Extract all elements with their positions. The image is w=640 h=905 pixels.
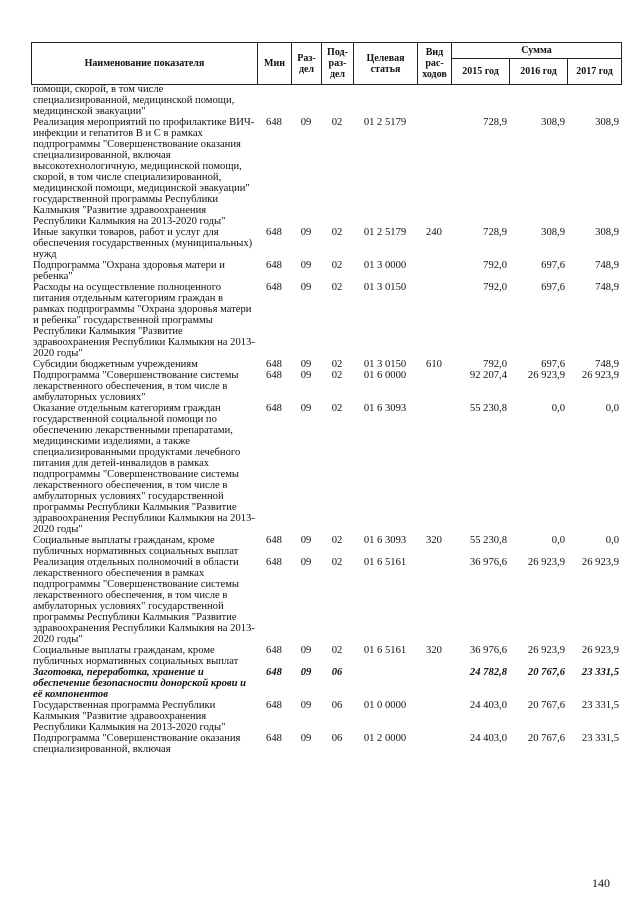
cell-name: Реализация мероприятий по профилактике ВИЧ-инфекции и гепатитов В и С в рамках подпрограммы "Совершенствование оказания специализированной, включая высокотехнологичную, медицинской помощи, скорой, в том числе специализированной, медицинской помощи, медицинской эвакуации" государственной программы Республики Калмыкия "Развитие здравоохранения Республики Калмыкия на 2013-2020 годы" — [33, 117, 255, 227]
cell-min: 648 — [266, 700, 282, 711]
cell-y16: 308,9 — [541, 227, 565, 238]
cell-razd: 09 — [300, 282, 312, 293]
cell-y16: 20 767,6 — [527, 733, 565, 744]
table-row — [31, 282, 621, 359]
header-sum: Сумма — [452, 43, 622, 59]
cell-y16: 0,0 — [551, 535, 565, 546]
cell-name: Заготовка, переработка, хранение и обеспечение безопасности донорской крови и её компонентов — [33, 667, 247, 700]
cell-y16: 697,6 — [541, 282, 565, 293]
cell-vr: 320 — [426, 645, 442, 656]
cell-min: 648 — [266, 227, 282, 238]
cell-y17: 748,9 — [595, 282, 619, 293]
cell-pod: 02 — [331, 260, 343, 271]
header-razdel: Раз- дел — [292, 43, 322, 85]
cell-name: Подпрограмма "Охрана здоровья матери и ребенка" — [33, 260, 225, 282]
cell-min: 648 — [266, 733, 282, 744]
cell-pod: 06 — [331, 733, 343, 744]
cell-razd: 09 — [300, 645, 312, 656]
header-2017: 2017 год — [568, 59, 622, 85]
cell-y17: 23 331,5 — [581, 733, 619, 744]
cell-y15: 792,0 — [483, 282, 507, 293]
cell-pod: 06 — [331, 667, 343, 678]
cell-razd: 09 — [300, 359, 312, 370]
cell-min: 648 — [266, 117, 282, 128]
cell-name: Субсидии бюджетным учреждениям — [33, 359, 198, 370]
cell-razd: 09 — [300, 403, 312, 414]
cell-y15: 92 207,4 — [469, 370, 507, 381]
table-row — [31, 370, 621, 403]
table-row — [31, 557, 621, 645]
cell-razd: 09 — [300, 733, 312, 744]
cell-razd: 09 — [300, 117, 312, 128]
cell-pod: 02 — [331, 403, 343, 414]
table-body — [31, 84, 621, 755]
cell-razd: 09 — [300, 700, 312, 711]
cell-min: 648 — [266, 282, 282, 293]
cell-min: 648 — [266, 260, 282, 271]
cell-min: 648 — [266, 557, 282, 568]
cell-pod: 02 — [331, 557, 343, 568]
table-row — [31, 535, 621, 557]
cell-y17: 23 331,5 — [581, 700, 619, 711]
table-row — [31, 733, 621, 755]
cell-pod: 06 — [331, 700, 343, 711]
cell-cs: 01 2 5179 — [363, 227, 407, 238]
cell-y17: 308,9 — [595, 227, 619, 238]
cell-name: помощи, скорой, в том числе специализированной, медицинской помощи, медицинской эвакуации" — [33, 84, 235, 117]
cell-y15: 728,9 — [483, 227, 507, 238]
header-name: Наименование показателя — [32, 43, 258, 85]
cell-pod: 02 — [331, 282, 343, 293]
cell-y15: 24 782,8 — [469, 667, 507, 678]
cell-y17: 748,9 — [595, 359, 619, 370]
cell-vr: 610 — [426, 359, 442, 370]
cell-y17: 308,9 — [595, 117, 619, 128]
cell-razd: 09 — [300, 227, 312, 238]
cell-pod: 02 — [331, 359, 343, 370]
cell-cs: 01 3 0150 — [363, 282, 407, 293]
cell-y15: 728,9 — [483, 117, 507, 128]
cell-pod: 02 — [331, 645, 343, 656]
cell-y15: 36 976,6 — [469, 645, 507, 656]
cell-razd: 09 — [300, 667, 312, 678]
cell-cs: 01 6 5161 — [363, 557, 407, 568]
cell-y17: 0,0 — [605, 535, 619, 546]
cell-min: 648 — [266, 645, 282, 656]
cell-y15: 24 403,0 — [469, 700, 507, 711]
cell-vr: 320 — [426, 535, 442, 546]
cell-name: Социальные выплаты гражданам, кроме публичных нормативных социальных выплат — [33, 645, 239, 667]
cell-y15: 792,0 — [483, 359, 507, 370]
table-header — [31, 42, 622, 85]
table-row — [31, 700, 621, 733]
cell-min: 648 — [266, 370, 282, 381]
cell-y16: 697,6 — [541, 359, 565, 370]
table-row — [31, 260, 621, 282]
cell-cs: 01 2 5179 — [363, 117, 407, 128]
cell-cs: 01 0 0000 — [363, 700, 407, 711]
table-row — [31, 227, 621, 260]
cell-name: Реализация отдельных полномочий в области лекарственного обеспечения в рамках подпрограммы "Совершенствование системы лекарственного обеспечения, в том числе в амбулаторных условиях" государственной программы Республики Калмыкия "Развитие здравоохранения Республики Калмыкия на 2013-2020 годы" — [33, 557, 255, 645]
cell-razd: 09 — [300, 260, 312, 271]
cell-y15: 792,0 — [483, 260, 507, 271]
cell-name: Иные закупки товаров, работ и услуг для обеспечения государственных (муниципальных) нужд — [33, 227, 253, 260]
cell-razd: 09 — [300, 535, 312, 546]
cell-name: Подпрограмма "Совершенствование оказания специализированной, включая — [33, 733, 241, 755]
header-2016: 2016 год — [510, 59, 568, 85]
cell-pod: 02 — [331, 370, 343, 381]
cell-y16: 26 923,9 — [527, 645, 565, 656]
cell-name: Оказание отдельным категориям граждан государственной социальной помощи по обеспечению лекарственными препаратами, медицинскими изделиями, а также специализированными продуктами лечебного питания для детей-инвалидов в рамках подпрограммы "Совершенствование системы лекарственного обеспечения, в том числе в амбулаторных условиях" государственной программы Республики Калмыкия "Развитие здравоохранения Республики Калмыкия на 2013-2020 годы" — [33, 403, 255, 535]
cell-min: 648 — [266, 359, 282, 370]
cell-min: 648 — [266, 403, 282, 414]
cell-name: Государственная программа Республики Калмыкия "Развитие здравоохранения Республики Калмыкия на 2013-2020 годы" — [33, 700, 226, 733]
cell-cs: 01 3 0000 — [363, 260, 407, 271]
cell-name: Социальные выплаты гражданам, кроме публичных нормативных социальных выплат — [33, 535, 239, 557]
cell-y16: 20 767,6 — [527, 667, 565, 678]
header-2015: 2015 год — [452, 59, 510, 85]
cell-vr: 240 — [426, 227, 442, 238]
table-row — [31, 403, 621, 535]
cell-y17: 26 923,9 — [581, 370, 619, 381]
cell-y17: 748,9 — [595, 260, 619, 271]
cell-y16: 0,0 — [551, 403, 565, 414]
cell-y17: 0,0 — [605, 403, 619, 414]
table-row — [31, 667, 621, 700]
cell-name: Подпрограмма "Совершенствование системы лекарственного обеспечения, в том числе в амбулаторных условиях" — [33, 370, 239, 403]
cell-pod: 02 — [331, 117, 343, 128]
header-podrazdel: Под- раз- дел — [322, 43, 354, 85]
cell-y16: 697,6 — [541, 260, 565, 271]
cell-razd: 09 — [300, 370, 312, 381]
cell-y15: 36 976,6 — [469, 557, 507, 568]
page-number: 140 — [592, 876, 610, 890]
table-row — [31, 645, 621, 667]
cell-y17: 23 331,5 — [581, 667, 619, 678]
cell-y17: 26 923,9 — [581, 557, 619, 568]
header-vid: Вид рас- ходов — [418, 43, 452, 85]
header-target: Целевая статья — [354, 43, 418, 85]
cell-razd: 09 — [300, 557, 312, 568]
cell-cs: 01 6 3093 — [363, 403, 407, 414]
cell-y16: 26 923,9 — [527, 557, 565, 568]
cell-y15: 24 403,0 — [469, 733, 507, 744]
table-row — [31, 117, 621, 227]
cell-y17: 26 923,9 — [581, 645, 619, 656]
cell-cs: 01 6 5161 — [363, 645, 407, 656]
table-row — [31, 359, 621, 370]
header-min: Мин — [258, 43, 292, 85]
cell-min: 648 — [266, 667, 282, 678]
cell-name: Расходы на осуществление полноценного питания отдельным категориям граждан в рамках подпрограммы "Охрана здоровья матери и ребенка" государственной программы Республики Калмыкия "Развитие здравоохранения Республики Калмыкия на 2013-2020 годы" — [33, 282, 255, 359]
cell-pod: 02 — [331, 227, 343, 238]
cell-cs: 01 6 3093 — [363, 535, 407, 546]
cell-pod: 02 — [331, 535, 343, 546]
cell-y15: 55 230,8 — [469, 535, 507, 546]
cell-y15: 55 230,8 — [469, 403, 507, 414]
cell-y16: 308,9 — [541, 117, 565, 128]
cell-cs: 01 6 0000 — [363, 370, 407, 381]
cell-min: 648 — [266, 535, 282, 546]
table-row — [31, 84, 621, 117]
cell-y16: 26 923,9 — [527, 370, 565, 381]
cell-y16: 20 767,6 — [527, 700, 565, 711]
cell-cs: 01 3 0150 — [363, 359, 407, 370]
cell-cs: 01 2 0000 — [363, 733, 407, 744]
